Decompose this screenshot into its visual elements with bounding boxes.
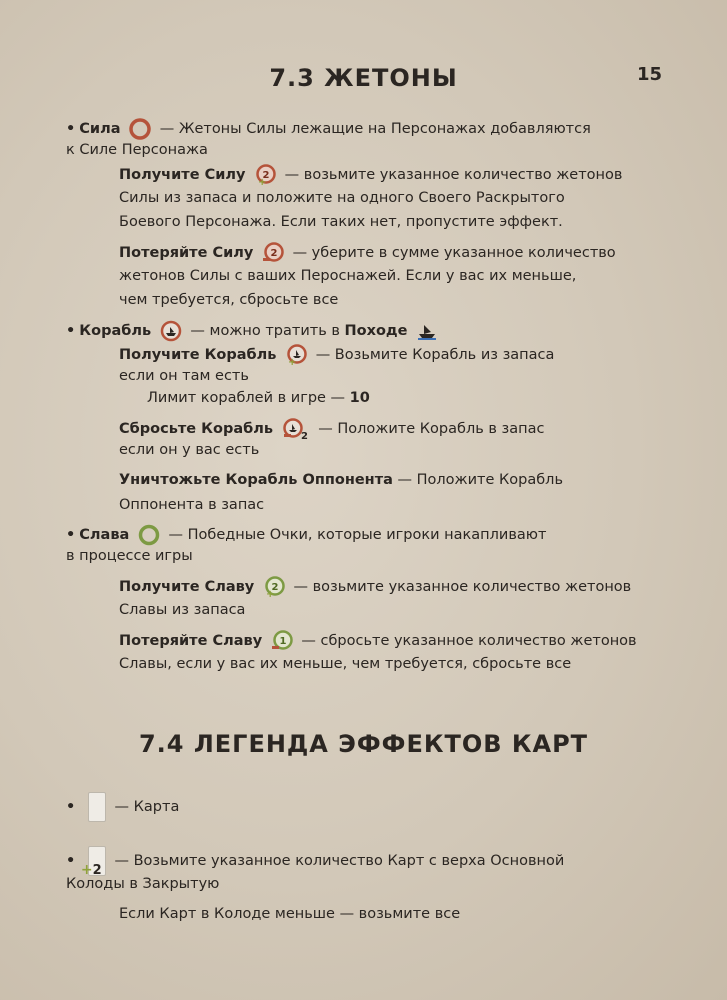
draw-card-line	[66, 846, 564, 876]
card-legend-text: — Карта	[114, 799, 180, 815]
discard-ship-term: Сбросьте Корабль	[119, 421, 274, 437]
gain-glory-icon	[263, 576, 285, 598]
lose-glory-line	[119, 630, 637, 652]
glory-term: Слава	[79, 527, 130, 543]
lose-glory-desc-2: Славы, если у вас их меньше, чем требуется, сбросьте все	[119, 656, 572, 672]
svg-text:+: +	[288, 357, 297, 366]
gain-ship-line	[119, 344, 554, 366]
section-title-card-effects: 7.4 ЛЕГЕНДА ЭФФЕКТОВ КАРТ	[138, 730, 589, 758]
discard-ship-desc: — Положите Корабль в запас	[318, 421, 545, 437]
ship-limit-value: 10	[349, 390, 370, 406]
section-title-tokens: 7.3 ЖЕТОНЫ	[269, 64, 458, 92]
lose-glory-term: Потеряйте Славу	[119, 633, 263, 649]
destroy-ship-desc: — Положите Корабль	[397, 472, 563, 488]
lose-glory-icon-number: 1	[279, 636, 287, 647]
ship-description: — можно тратить в	[190, 323, 340, 339]
lose-glory-icon	[271, 630, 293, 652]
svg-text:+: +	[258, 177, 267, 186]
campaign-ship-icon	[416, 320, 438, 342]
ship-limit-label: Лимит кораблей в игре —	[147, 390, 346, 406]
gain-glory-icon-number: 2	[271, 582, 279, 593]
card-icon	[88, 792, 106, 822]
discard-ship-line	[119, 418, 544, 440]
draw-card-desc-2: Колоды в Закрытую	[66, 876, 220, 892]
campaign-term: Походе	[344, 323, 408, 339]
glory-token-icon	[138, 524, 160, 546]
lose-strength-icon-number: 2	[270, 248, 278, 259]
bullet: •	[66, 527, 76, 543]
strength-bullet-line	[66, 118, 591, 140]
bullet: •	[66, 799, 76, 815]
discard-ship-icon-number: 2	[300, 431, 308, 440]
glory-bullet-line	[66, 524, 546, 546]
page-number: 15	[637, 64, 663, 85]
destroy-ship-line	[119, 470, 563, 490]
gain-strength-line	[119, 164, 622, 186]
draw-card-desc-3: Если Карт в Колоде меньше — возьмите все	[119, 906, 461, 922]
glory-description-cont: в процессе игры	[66, 548, 193, 564]
strength-term: Сила	[79, 121, 121, 137]
ship-limit-line	[147, 388, 370, 408]
bullet: •	[66, 121, 76, 137]
gain-ship-term: Получите Корабль	[119, 347, 277, 363]
destroy-ship-desc-2: Оппонента в запас	[119, 497, 265, 513]
gain-ship-icon	[285, 344, 307, 366]
ship-bullet-line	[66, 320, 442, 342]
lose-strength-term: Потеряйте Силу	[119, 245, 254, 261]
lose-strength-desc-3: чем требуется, сбросьте все	[119, 292, 339, 308]
gain-strength-icon-number: 2	[262, 170, 270, 181]
strength-token-icon	[129, 118, 151, 140]
draw-card-desc: — Возьмите указанное количество Карт с верха Основной	[114, 853, 565, 869]
gain-ship-desc-2: если он там есть	[119, 368, 249, 384]
card-legend-line	[66, 792, 179, 822]
draw-card-icon-number: 2	[92, 863, 102, 878]
destroy-ship-term: Уничтожьте Корабль Оппонента	[119, 472, 393, 488]
ship-term: Корабль	[79, 323, 152, 339]
gain-strength-term: Получите Силу	[119, 167, 246, 183]
glory-description: — Победные Очки, которые игроки накапливают	[168, 527, 547, 543]
gain-glory-desc: — возьмите указанное количество жетонов	[293, 579, 632, 595]
lose-strength-desc-2: жетонов Силы с ваших Пероснажей. Если у вас их меньше,	[119, 268, 577, 284]
strength-description-cont: к Силе Персонажа	[66, 142, 208, 158]
discard-ship-desc-2: если он у вас есть	[119, 442, 260, 458]
gain-glory-term: Получите Славу	[119, 579, 255, 595]
lose-strength-desc: — уберите в сумме указанное количество	[292, 245, 616, 261]
gain-glory-line	[119, 576, 631, 598]
gain-strength-icon	[254, 164, 276, 186]
ship-token-icon	[160, 320, 182, 342]
bullet: •	[66, 323, 76, 339]
gain-strength-desc-2: Силы из запаса и положите на одного Своего Раскрытого	[119, 190, 565, 206]
gain-strength-desc-3: Боевого Персонажа. Если таких нет, пропустите эффект.	[119, 214, 563, 230]
gain-glory-desc-2: Славы из запаса	[119, 602, 246, 618]
draw-card-icon: +2	[88, 846, 106, 876]
lose-strength-icon	[262, 242, 284, 264]
strength-description: — Жетоны Силы лежащие на Персонажах добавляются	[159, 121, 591, 137]
discard-ship-icon	[282, 418, 310, 440]
gain-strength-desc: — возьмите указанное количество жетонов	[284, 167, 623, 183]
lose-glory-desc: — сбросьте указанное количество жетонов	[301, 633, 637, 649]
svg-text:+: +	[265, 589, 275, 598]
gain-ship-desc: — Возьмите Корабль из запаса	[315, 347, 555, 363]
bullet: •	[66, 853, 76, 869]
lose-strength-line	[119, 242, 616, 264]
